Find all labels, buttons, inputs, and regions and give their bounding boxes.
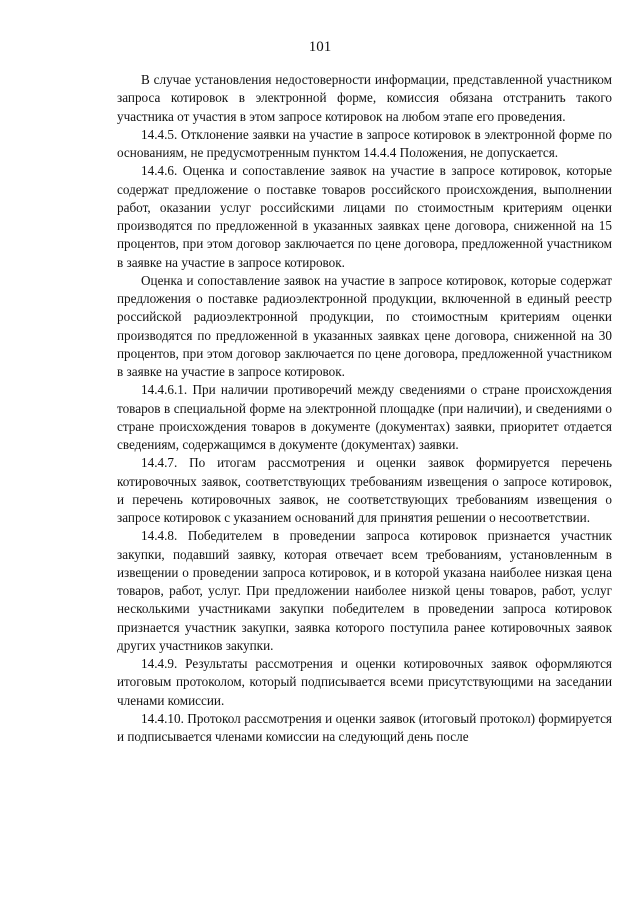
paragraph-14-4-8: 14.4.8. Победителем в проведении запроса котировок признается участник закупки, подавший заявку, которая отвечает всем требованиям, установленным в извещении о проведении запроса котировок, и в которой указана наиболее низкая цена товаров, работ, услуг. При предложении наиболее низкой цены товаров, работ, услуг несколькими участниками закупки победителем в проведении запроса котировок признается участник закупки, заявка которого поступила ранее котировочных заявок других участников закупки. xyxy=(117,528,612,653)
paragraph-14-4-9: 14.4.9. Результаты рассмотрения и оценки котировочных заявок оформляются итоговым протоколом, который подписывается всеми присутствующими на заседании членами комиссии. xyxy=(117,656,612,708)
paragraph-14-4-7: 14.4.7. По итогам рассмотрения и оценки заявок формируется перечень котировочных заявок, соответствующих требованиям извещения о запросе котировок, и перечень котировочных заявок, не соответствующих требованиям извещения о запросе котировок с указанием оснований для принятия решении о несоответствии. xyxy=(117,455,612,525)
paragraph-14-4-6-1: 14.4.6.1. При наличии противоречий между сведениями о стране происхождения товаров в специальной форме на электронной площадке (при наличии), и сведениями о стране происхождения товаров в документе (документах) заявки, приоритет отдается сведениям, содержащимся в документе (документах) заявки. xyxy=(117,382,612,452)
paragraph-14-4-10: 14.4.10. Протокол рассмотрения и оценки заявок (итоговый протокол) формируется и подписывается членами комиссии на следующий день после xyxy=(117,710,612,744)
paragraph-14-4-5: 14.4.5. Отклонение заявки на участие в запросе котировок в электронной форме по основаниям, не предусмотренным пунктом 14.4.4 Положения, не допускается. xyxy=(117,126,612,160)
page-number: 101 xyxy=(308,39,332,55)
paragraph-radioelectronic: Оценка и сопоставление заявок на участие в запросе котировок, которые содержат предложения о поставке радиоэлектронной продукции, включенной в единый реестр российской радиоэлектронной продукции, по стоимостным критериям оценки производятся по предложенной в указанных заявках цене договора, сниженной на 30 процентов, при этом договор заключается по цене договора, предложенной участником в заявке на участие в запросе котировок. xyxy=(117,272,612,379)
paragraph-14-4-6: 14.4.6. Оценка и сопоставление заявок на участие в запросе котировок, которые содержат предложение о поставке товаров российского происхождения, выполнении работ, оказании услуг российскими лицами по стоимостным критериям оценки производятся по предложенной в указанных заявках цене договора, сниженной на 15 процентов, при этом договор заключается по цене договора, предложенной участником в заявке на участие в запросе котировок. xyxy=(117,163,612,270)
paragraph-unreliable-info: В случае установления недостоверности информации, представленной участником запроса котировок в электронной форме, комиссия обязана отстранить такого участника от участия в этом запросе котировок на любом этапе его проведения. xyxy=(117,72,612,124)
document-body xyxy=(117,71,612,746)
